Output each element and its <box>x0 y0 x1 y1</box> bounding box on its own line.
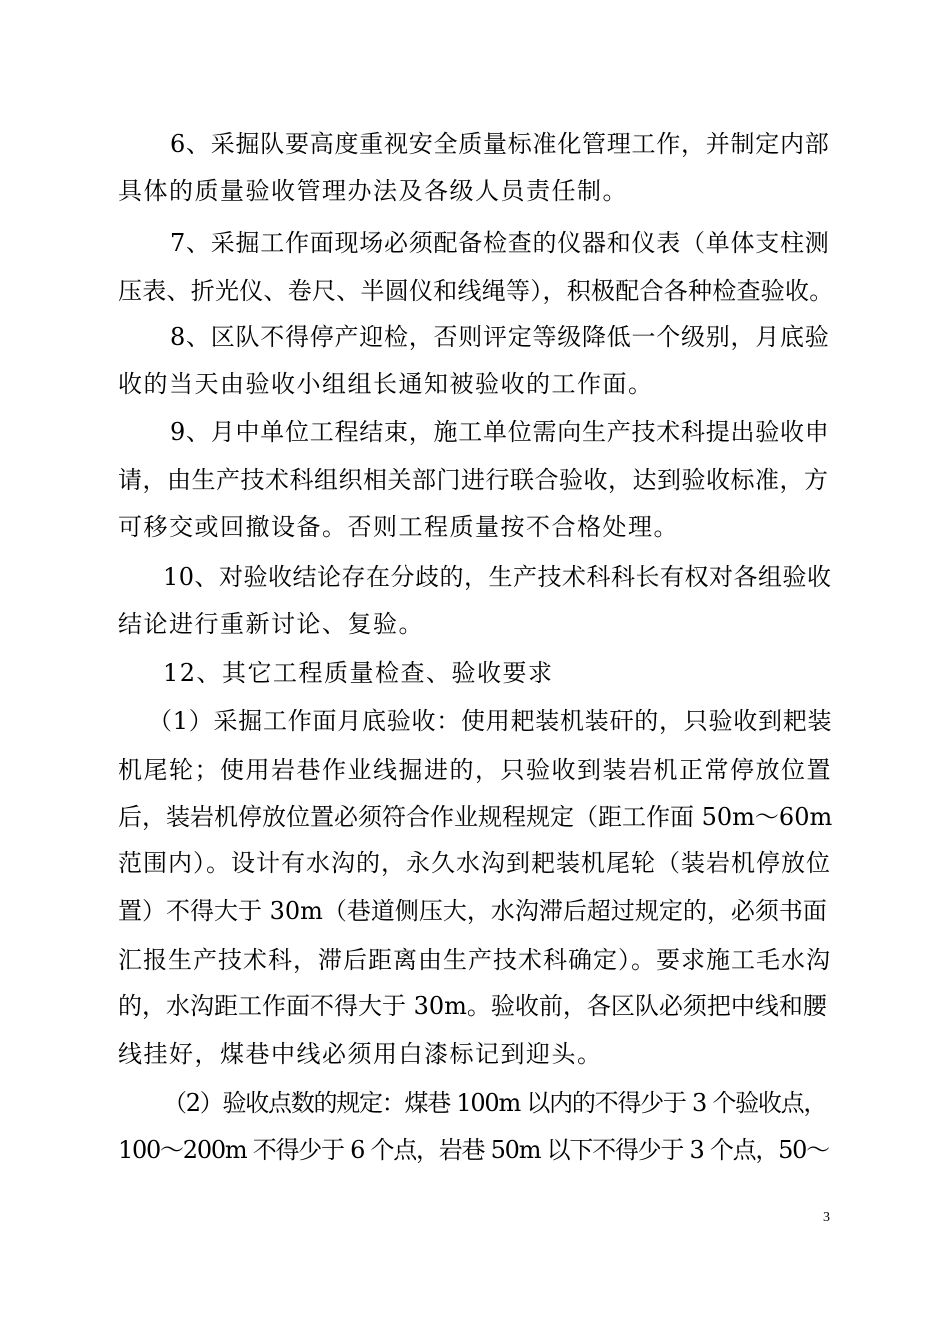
text-line: 7、采掘工作面现场必须配备检查的仪器和仪表（单体支柱测 <box>170 229 830 257</box>
text-line: 收的当天由验收小组组长通知被验收的工作面。 <box>118 370 654 398</box>
text-line: 9、月中单位工程结束，施工单位需向生产技术科提出验收申 <box>170 418 830 446</box>
text-line: 线挂好，煤巷中线必须用白漆标记到迎头。 <box>118 1040 603 1068</box>
text-line: 压表、折光仪、卷尺、半圆仪和线绳等），积极配合各种检查验收。 <box>118 277 834 305</box>
text-line: 结论进行重新讨论、复验。 <box>118 610 424 638</box>
text-line: 的，水沟距工作面不得大于 30m。验收前，各区队必须把中线和腰 <box>118 992 827 1020</box>
text-line: 具体的质量验收管理办法及各级人员责任制。 <box>118 177 628 205</box>
text-line: 10、对验收结论存在分歧的，生产技术科科长有权对各组验收 <box>163 563 832 591</box>
text-line: （2）验收点数的规定：煤巷 100m 以内的不得少于 3 个验收点， <box>163 1089 827 1117</box>
text-line: 范围内）。设计有水沟的，永久水沟到耙装机尾轮（装岩机停放位 <box>118 849 831 877</box>
text-line: 置）不得大于 30m（巷道侧压大，水沟滞后超过规定的，必须书面 <box>118 897 827 925</box>
text-line: 可移交或回撤设备。否则工程质量按不合格处理。 <box>118 513 679 541</box>
text-line: 后，装岩机停放位置必须符合作业规程规定（距工作面 50m～60m <box>118 803 833 831</box>
text-line: 100～200m 不得少于 6 个点，岩巷 50m 以下不得少于 3 个点，50～ <box>118 1136 829 1164</box>
text-line: 请，由生产技术科组织相关部门进行联合验收，达到验收标准，方 <box>118 466 829 494</box>
text-line: 6、采掘队要高度重视安全质量标准化管理工作，并制定内部 <box>170 130 830 158</box>
text-line: （1）采掘工作面月底验收：使用耙装机装矸的，只验收到耙装 <box>148 707 833 735</box>
text-line: 汇报生产技术科，滞后距离由生产技术科确定）。要求施工毛水沟 <box>118 946 831 974</box>
text-line: 机尾轮；使用岩巷作业线掘进的，只验收到装岩机正常停放位置 <box>118 756 832 784</box>
text-line: 8、区队不得停产迎检，否则评定等级降低一个级别，月底验 <box>170 323 830 351</box>
page-number: 3 <box>823 1210 830 1225</box>
text-line: 12、其它工程质量检查、验收要求 <box>163 659 554 687</box>
